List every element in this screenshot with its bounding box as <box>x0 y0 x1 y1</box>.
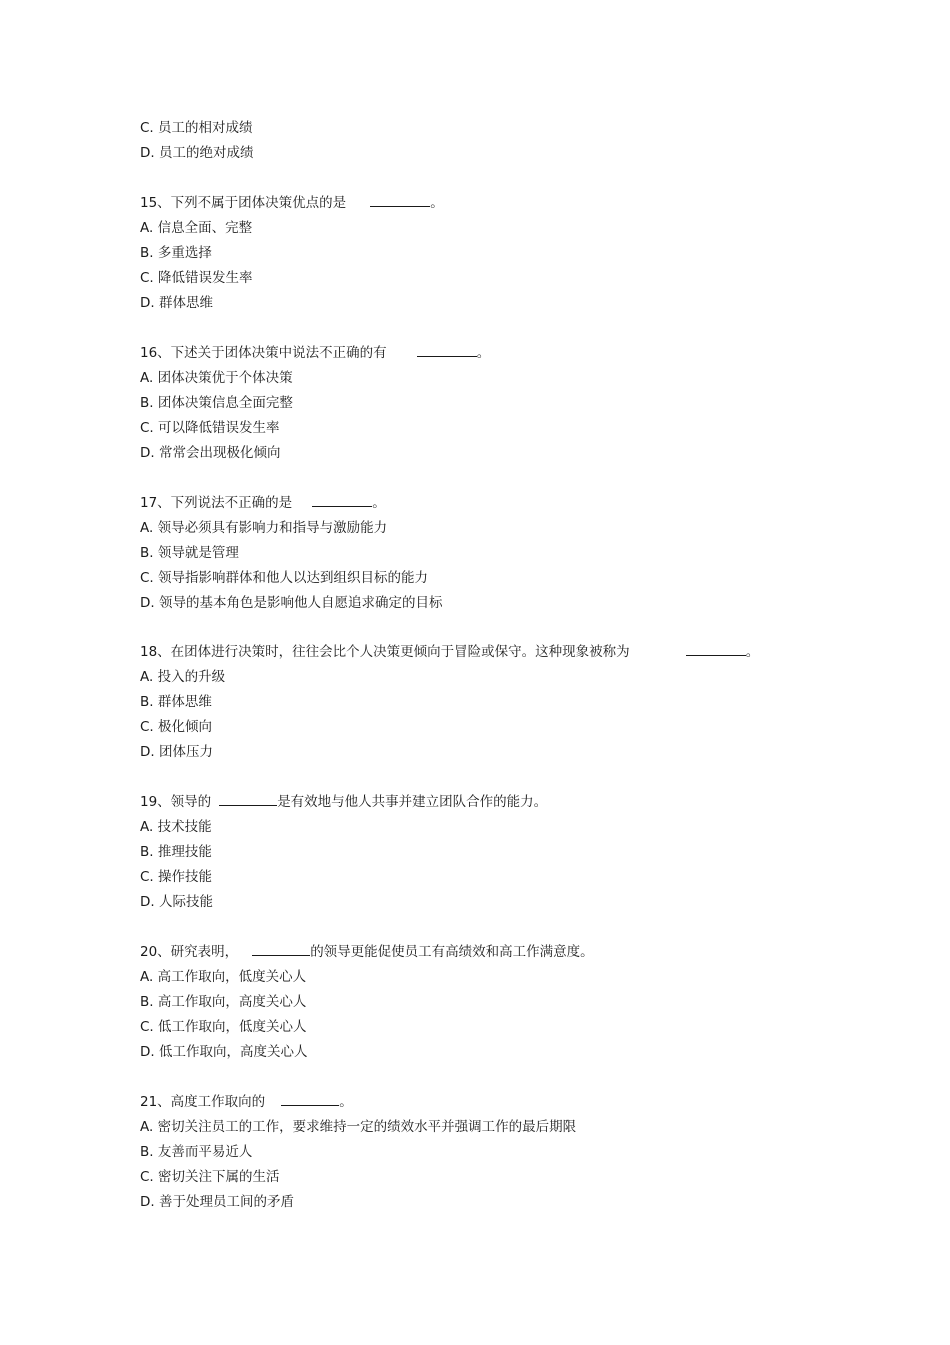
answer-blank <box>281 1093 339 1106</box>
option-line: D. 员工的绝对成绩 <box>140 145 254 161</box>
question-stem: 15、下列不属于团体决策优点的是 <box>140 195 347 211</box>
question-stem: 19、领导的 <box>140 794 212 810</box>
question-stem-end: 。 <box>476 345 491 361</box>
question-line <box>140 943 594 961</box>
option-line: C. 员工的相对成绩 <box>140 120 253 136</box>
question-line <box>140 344 490 362</box>
question-stem-end: 。 <box>745 644 760 660</box>
option-line: C. 可以降低错误发生率 <box>140 420 280 436</box>
option-line: C. 密切关注下属的生活 <box>140 1169 280 1185</box>
option-line: B. 推理技能 <box>140 844 212 860</box>
question-line <box>140 494 386 512</box>
option-line: B. 友善而平易近人 <box>140 1144 253 1160</box>
answer-blank <box>417 344 477 357</box>
question-stem: 21、高度工作取向的 <box>140 1094 266 1110</box>
question-stem-end: 的领导更能促使员工有高绩效和高工作满意度。 <box>310 944 594 960</box>
option-line: C. 操作技能 <box>140 869 213 885</box>
option-line: D. 常常会出现极化倾向 <box>140 445 281 461</box>
option-line: A. 团体决策优于个体决策 <box>140 370 293 386</box>
option-line: B. 团体决策信息全面完整 <box>140 395 293 411</box>
option-line: A. 技术技能 <box>140 819 212 835</box>
answer-blank <box>219 793 277 806</box>
option-line: D. 低工作取向，高度关心人 <box>140 1044 308 1060</box>
question-stem-end: 是有效地与他人共事并建立团队合作的能力。 <box>277 794 548 810</box>
option-line: B. 群体思维 <box>140 694 212 710</box>
answer-blank <box>686 643 746 656</box>
answer-blank <box>312 494 372 507</box>
option-line: C. 低工作取向，低度关心人 <box>140 1019 307 1035</box>
option-line: A. 密切关注员工的工作，要求维持一定的绩效水平并强调工作的最后期限 <box>140 1119 577 1135</box>
question-line <box>140 1093 353 1111</box>
option-line: D. 领导的基本角色是影响他人自愿追求确定的目标 <box>140 595 443 611</box>
question-stem-end: 。 <box>430 195 444 211</box>
question-stem: 16、下述关于团体决策中说法不正确的有 <box>140 345 387 361</box>
option-line: B. 高工作取向，高度关心人 <box>140 994 307 1010</box>
option-line: D. 善于处理员工间的矛盾 <box>140 1194 294 1210</box>
question-line <box>140 643 759 661</box>
option-line: C. 领导指影响群体和他人以达到组织目标的能力 <box>140 570 429 586</box>
option-line: D. 人际技能 <box>140 894 213 910</box>
option-line: A. 领导必须具有影响力和指导与激励能力 <box>140 520 388 536</box>
option-line: B. 领导就是管理 <box>140 545 239 561</box>
option-line: B. 多重选择 <box>140 245 212 261</box>
option-line: C. 降低错误发生率 <box>140 270 253 286</box>
option-line: D. 团体压力 <box>140 744 213 760</box>
option-line: D. 群体思维 <box>140 295 213 311</box>
question-stem: 17、下列说法不正确的是 <box>140 495 293 511</box>
option-line: A. 信息全面、完整 <box>140 220 253 236</box>
question-line <box>140 793 547 811</box>
option-line: A. 投入的升级 <box>140 669 226 685</box>
question-stem-end: 。 <box>372 495 386 511</box>
question-line <box>140 194 444 212</box>
question-stem: 20、研究表明， <box>140 944 239 960</box>
question-stem-end: 。 <box>339 1094 353 1110</box>
answer-blank <box>370 194 430 207</box>
option-line: C. 极化倾向 <box>140 719 213 735</box>
answer-blank <box>252 943 310 956</box>
question-stem: 18、在团体进行决策时，往往会比个人决策更倾向于冒险或保守。这种现象被称为 <box>140 644 630 660</box>
option-line: A. 高工作取向，低度关心人 <box>140 969 307 985</box>
